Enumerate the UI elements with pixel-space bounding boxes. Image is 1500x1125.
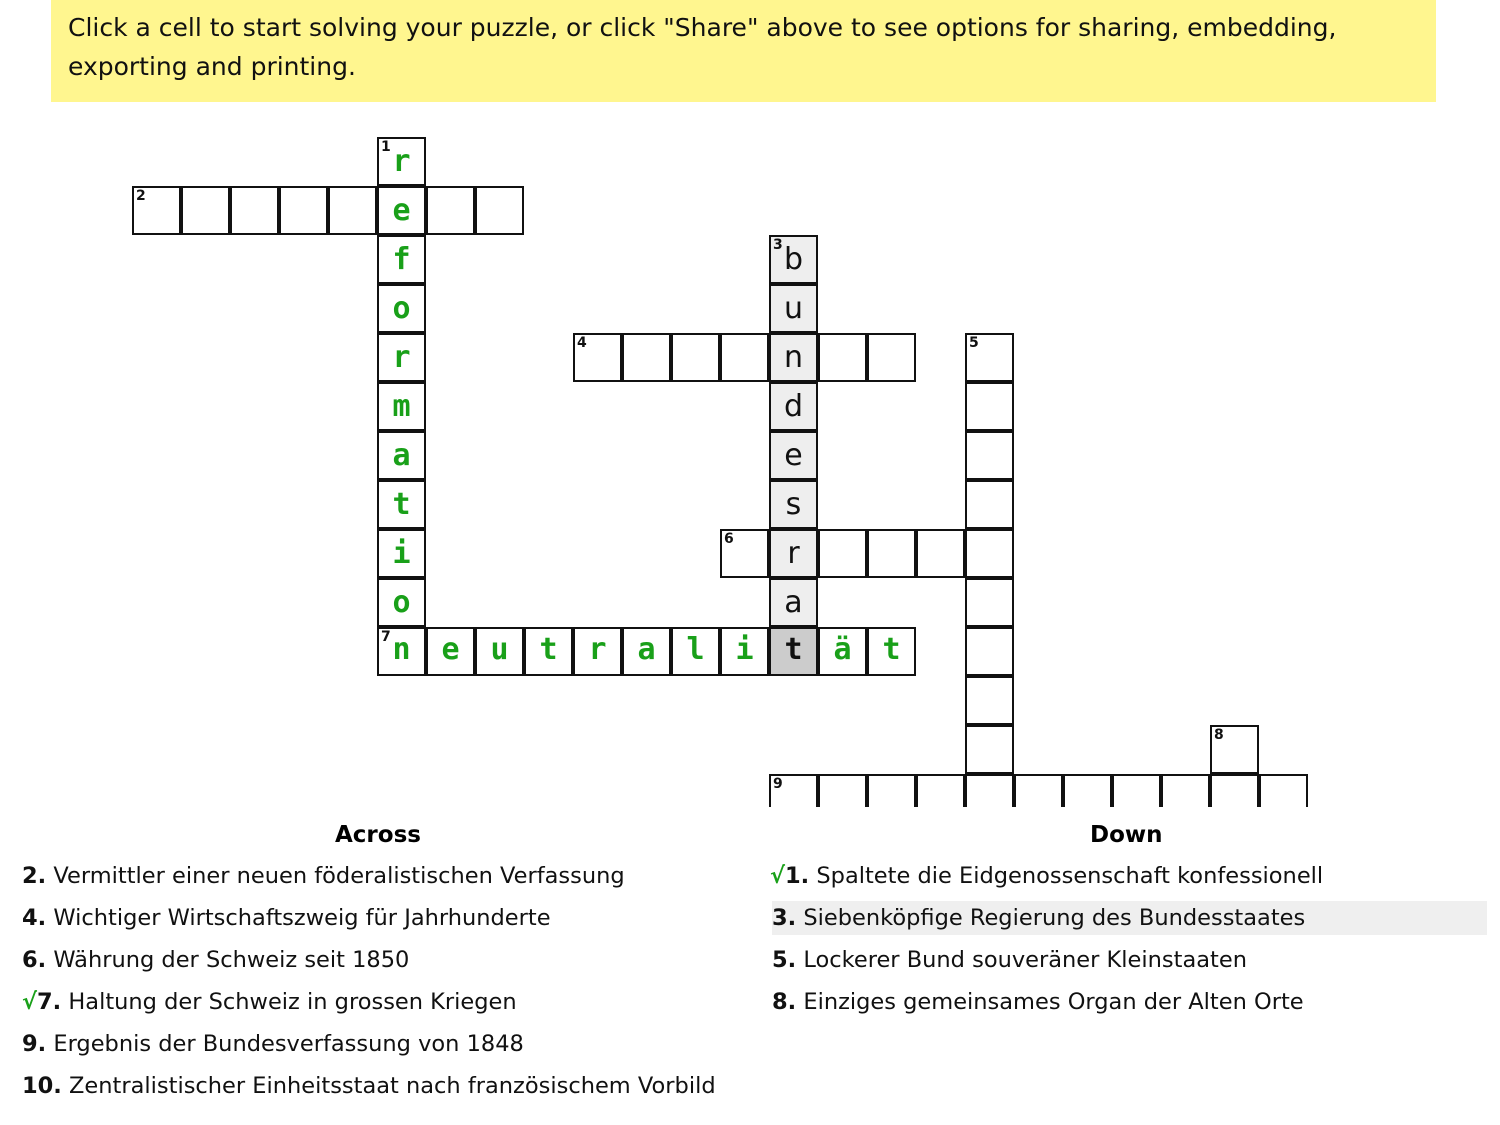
cell-letter: t xyxy=(392,487,411,522)
clue-text: Haltung der Schweiz in grossen Kriegen xyxy=(68,989,517,1015)
grid-cell[interactable] xyxy=(769,333,818,382)
grid-cell[interactable] xyxy=(965,431,1014,480)
grid-cell[interactable] xyxy=(818,774,867,807)
cell-letter: r xyxy=(392,340,411,375)
clue-text: Zentralistischer Einheitsstaat nach französischem Vorbild xyxy=(69,1073,716,1099)
grid-cell[interactable] xyxy=(965,333,1014,382)
grid-cell[interactable] xyxy=(377,529,426,578)
grid-cell[interactable] xyxy=(230,186,279,235)
grid-cell[interactable] xyxy=(524,627,573,676)
cell-letter: e xyxy=(784,438,803,473)
down-clue[interactable] xyxy=(772,901,1487,935)
across-clue[interactable] xyxy=(22,1027,524,1061)
grid-cell[interactable] xyxy=(916,774,965,807)
clue-text: Lockerer Bund souveräner Kleinstaaten xyxy=(803,947,1247,973)
down-clue[interactable] xyxy=(772,943,1247,977)
cell-letter: e xyxy=(392,193,411,228)
grid-cell[interactable] xyxy=(475,627,524,676)
grid-cell[interactable] xyxy=(377,137,426,186)
clue-number: 1 xyxy=(381,139,391,155)
grid-cell[interactable] xyxy=(769,627,818,676)
clue-number: 8. xyxy=(772,989,797,1015)
grid-cell[interactable] xyxy=(671,333,720,382)
grid-cell[interactable] xyxy=(132,186,181,235)
cell-letter: f xyxy=(392,242,411,277)
clue-text: Siebenköpfige Regierung des Bundesstaates xyxy=(803,905,1306,931)
instruction-banner: Click a cell to start solving your puzzle, or click "Share" above to see options for sharing, embedding, exporting and printing. xyxy=(51,0,1436,102)
grid-cell[interactable] xyxy=(965,774,1014,807)
grid-cell[interactable] xyxy=(965,480,1014,529)
grid-cell[interactable] xyxy=(1063,774,1112,807)
clue-number: 6 xyxy=(724,531,734,547)
cell-letter: s xyxy=(785,487,802,522)
clue-number: 4. xyxy=(22,905,47,931)
grid-cell[interactable] xyxy=(769,480,818,529)
grid-cell[interactable] xyxy=(720,627,769,676)
grid-cell[interactable] xyxy=(622,333,671,382)
grid-cell[interactable] xyxy=(769,578,818,627)
clue-number: 10. xyxy=(22,1073,62,1099)
grid-cell[interactable] xyxy=(867,627,916,676)
grid-cell[interactable] xyxy=(769,382,818,431)
clue-number: 7. xyxy=(37,989,62,1015)
grid-cell[interactable] xyxy=(965,529,1014,578)
clue-number: 5. xyxy=(772,947,797,973)
cell-letter: i xyxy=(392,536,411,571)
grid-cell[interactable] xyxy=(818,529,867,578)
clue-text: Einziges gemeinsames Organ der Alten Orte xyxy=(803,989,1304,1015)
clue-number: 9 xyxy=(773,776,783,792)
grid-cell[interactable] xyxy=(426,186,475,235)
grid-cell[interactable] xyxy=(426,627,475,676)
cell-letter: d xyxy=(783,389,804,424)
grid-cell[interactable] xyxy=(867,774,916,807)
clue-text: Wichtiger Wirtschaftszweig für Jahrhunderte xyxy=(53,905,551,931)
across-clue[interactable] xyxy=(22,985,517,1019)
word-letters: n e u t r a l i t ä t xyxy=(392,632,901,667)
across-clue[interactable] xyxy=(22,859,625,893)
grid-cell[interactable] xyxy=(965,725,1014,774)
grid-cell[interactable] xyxy=(1259,774,1308,807)
grid-cell[interactable] xyxy=(769,284,818,333)
grid-cell[interactable] xyxy=(1210,774,1259,807)
cell-letter: o xyxy=(392,291,411,326)
cell-letter: r xyxy=(392,144,411,179)
grid-cell[interactable] xyxy=(377,186,426,235)
grid-cell[interactable] xyxy=(720,333,769,382)
grid-cell[interactable] xyxy=(377,627,426,676)
grid-cell[interactable] xyxy=(377,431,426,480)
grid-cell[interactable] xyxy=(965,627,1014,676)
down-title: Down xyxy=(1090,822,1163,848)
grid-cell[interactable] xyxy=(671,627,720,676)
grid-cell[interactable] xyxy=(573,333,622,382)
cell-letter: n xyxy=(783,340,803,375)
across-clue[interactable] xyxy=(22,1069,716,1103)
grid-cell[interactable] xyxy=(377,235,426,284)
grid-cell[interactable] xyxy=(1161,774,1210,807)
clue-text: Währung der Schweiz seit 1850 xyxy=(53,947,410,973)
grid-cell[interactable] xyxy=(965,382,1014,431)
cell-letter: a xyxy=(392,438,411,473)
across-clue[interactable] xyxy=(22,901,551,935)
clue-number: 3. xyxy=(772,905,797,931)
check-icon: √ xyxy=(22,989,38,1015)
grid-cell[interactable] xyxy=(818,333,867,382)
down-clue[interactable] xyxy=(770,859,1323,893)
across-clue[interactable] xyxy=(22,943,409,977)
grid-cell[interactable] xyxy=(279,186,328,235)
cell-letter: b xyxy=(783,242,804,277)
grid-cell[interactable] xyxy=(475,186,524,235)
clue-number: 5 xyxy=(969,335,979,351)
grid-cell[interactable] xyxy=(720,529,769,578)
cell-letter: o xyxy=(392,585,411,620)
cell-letter: a xyxy=(784,585,803,620)
cell-letter: u xyxy=(783,291,803,326)
grid-cell[interactable] xyxy=(181,186,230,235)
grid-cell[interactable] xyxy=(1210,725,1259,774)
grid-cell[interactable] xyxy=(1112,774,1161,807)
grid-cell[interactable] xyxy=(377,382,426,431)
grid-cell[interactable] xyxy=(377,333,426,382)
grid-cell[interactable] xyxy=(377,284,426,333)
clue-number: 8 xyxy=(1214,727,1224,743)
grid-cell[interactable] xyxy=(1014,774,1063,807)
grid-cell[interactable] xyxy=(769,431,818,480)
grid-cell[interactable] xyxy=(622,627,671,676)
clue-number: 2. xyxy=(22,863,47,889)
clue-number: 6. xyxy=(22,947,47,973)
grid-cell[interactable] xyxy=(769,774,818,807)
clue-text: Vermittler einer neuen föderalistischen Verfassung xyxy=(53,863,625,889)
grid-cell[interactable] xyxy=(965,578,1014,627)
clue-text: Spaltete die Eidgenossenschaft konfessionell xyxy=(816,863,1324,889)
grid-cell[interactable] xyxy=(965,676,1014,725)
clue-number: 2 xyxy=(136,188,146,204)
grid-cell[interactable] xyxy=(867,529,916,578)
down-clue[interactable] xyxy=(772,985,1304,1019)
grid-cell[interactable] xyxy=(916,529,965,578)
grid-cell[interactable] xyxy=(867,333,916,382)
clue-number: 9. xyxy=(22,1031,47,1057)
grid-cell[interactable] xyxy=(769,529,818,578)
clue-text: Ergebnis der Bundesverfassung von 1848 xyxy=(53,1031,524,1057)
grid-cell[interactable] xyxy=(377,578,426,627)
grid-cell[interactable] xyxy=(818,627,867,676)
grid-cell[interactable] xyxy=(377,480,426,529)
clue-number: 1. xyxy=(785,863,810,889)
clue-number: 7 xyxy=(381,629,391,645)
cell-letter: m xyxy=(392,389,411,424)
grid-cell[interactable] xyxy=(328,186,377,235)
check-icon: √ xyxy=(770,863,786,889)
clue-number: 3 xyxy=(773,237,783,253)
cell-letter: r xyxy=(787,536,800,571)
grid-cell[interactable] xyxy=(769,235,818,284)
clue-number: 4 xyxy=(577,335,587,351)
grid-cell[interactable] xyxy=(573,627,622,676)
across-title: Across xyxy=(335,822,421,848)
